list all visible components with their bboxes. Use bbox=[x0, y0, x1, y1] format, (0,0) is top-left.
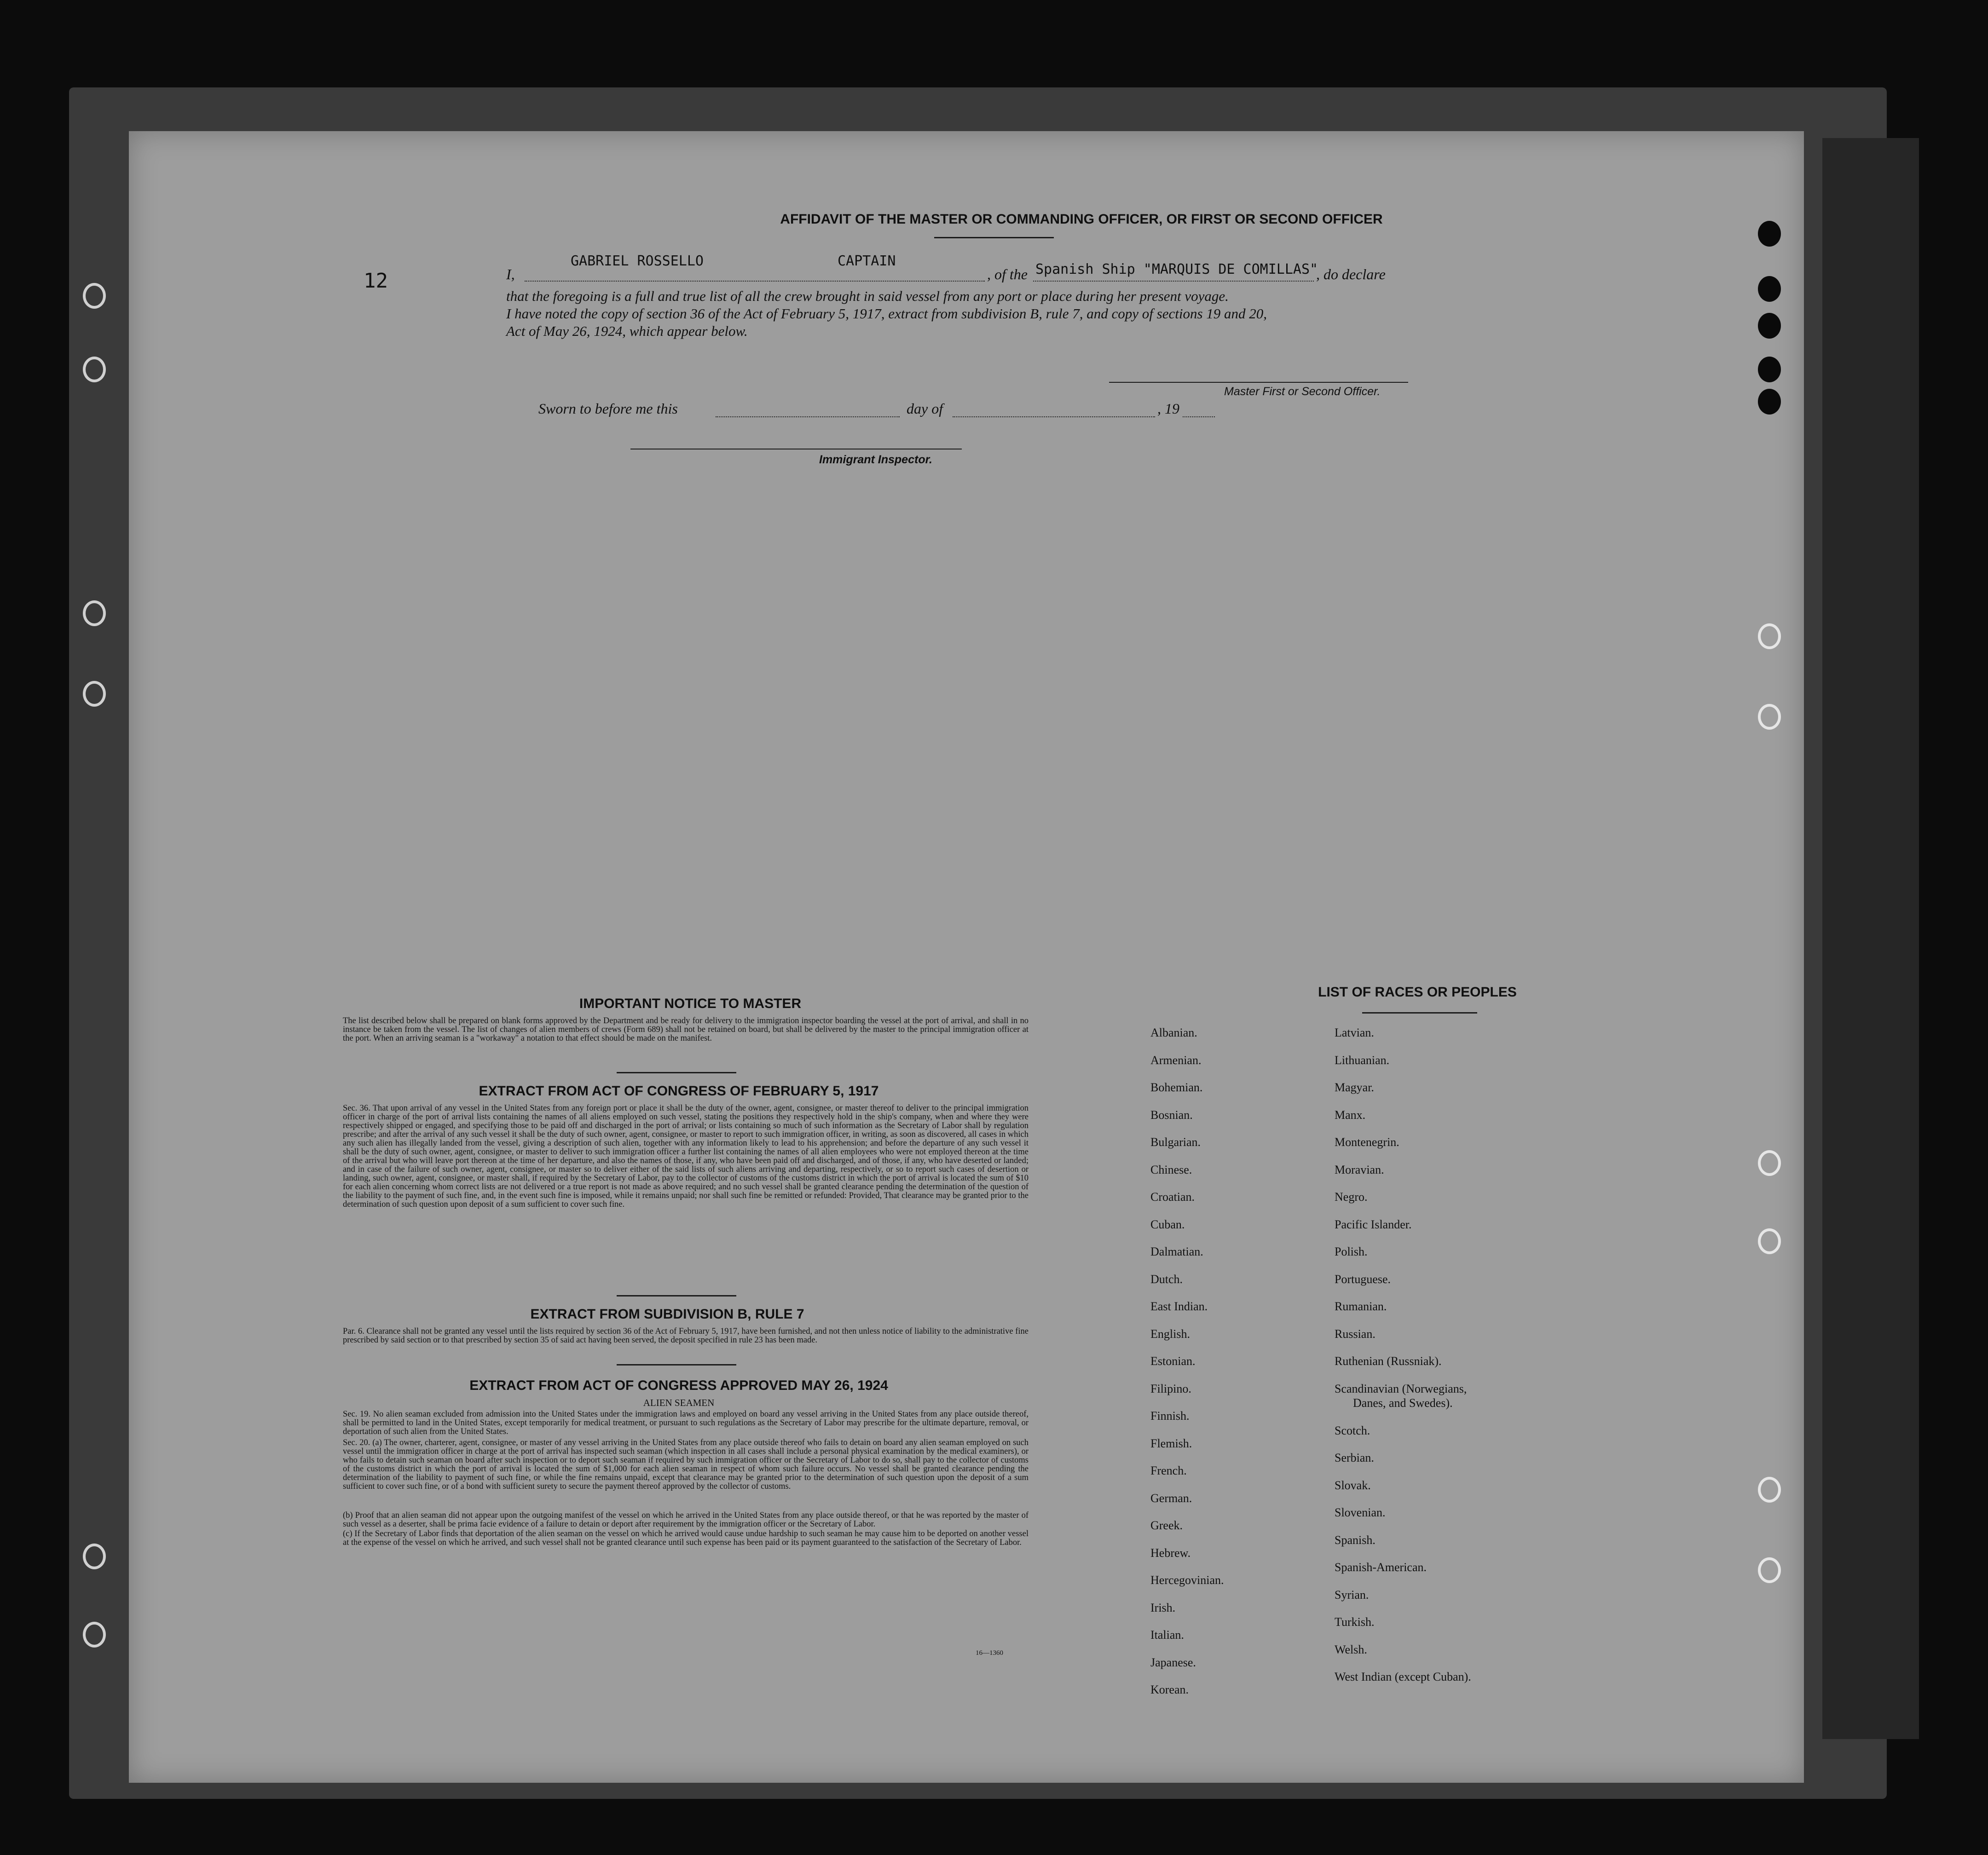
day-of-label: day of bbox=[907, 400, 943, 417]
race-item: West Indian (except Cuban). bbox=[1335, 1670, 1471, 1683]
race-item: Ruthenian (Russniak). bbox=[1335, 1354, 1442, 1368]
race-item: Hebrew. bbox=[1150, 1546, 1191, 1560]
binder-hole bbox=[1758, 704, 1781, 730]
binder-hole bbox=[1758, 276, 1781, 302]
master-rank: CAPTAIN bbox=[838, 253, 896, 269]
race-item: East Indian. bbox=[1150, 1300, 1208, 1313]
race-item: Hercegovinian. bbox=[1150, 1573, 1224, 1587]
race-item: Pacific Islander. bbox=[1335, 1217, 1412, 1231]
race-item: French. bbox=[1150, 1464, 1187, 1477]
race-item: Turkish. bbox=[1335, 1615, 1375, 1629]
race-item: Greek. bbox=[1150, 1519, 1183, 1532]
master-name: GABRIEL ROSSELLO bbox=[571, 253, 704, 269]
race-item: Danes, and Swedes). bbox=[1353, 1396, 1453, 1410]
race-item: Negro. bbox=[1335, 1190, 1368, 1204]
race-item: Bohemian. bbox=[1150, 1081, 1203, 1094]
binder-hole bbox=[83, 681, 106, 707]
race-item: Dalmatian. bbox=[1150, 1245, 1203, 1258]
binder-hole bbox=[83, 1622, 106, 1648]
year-label: , 19 bbox=[1157, 400, 1179, 417]
extract-1917-title: EXTRACT FROM ACT OF CONGRESS OF FEBRUARY 5, 1917 bbox=[479, 1083, 879, 1099]
master-caption: Master First or Second Officer. bbox=[1224, 385, 1381, 398]
binder-hole bbox=[1758, 1150, 1781, 1176]
binder-hole bbox=[1758, 623, 1781, 649]
race-item: Finnish. bbox=[1150, 1409, 1190, 1423]
extract-rule7-text: Par. 6. Clearance shall not be granted any vessel until the lists required by section 36 of the Act of February 5, 1917, have been furnished, and not then unless notice of liability to the administrative fine prescribed by said section or to that prescribed by section 35 of said act having been served, the deposit specified in rule 23 has been made. bbox=[343, 1327, 1029, 1345]
divider bbox=[1362, 1012, 1477, 1014]
race-item: Irish. bbox=[1150, 1601, 1176, 1614]
race-item: Magyar. bbox=[1335, 1081, 1374, 1094]
document-page bbox=[129, 131, 1804, 1783]
divider bbox=[617, 1364, 736, 1365]
sworn-day-line bbox=[716, 416, 900, 417]
declare-label: , do declare bbox=[1316, 266, 1386, 282]
binder-hole bbox=[83, 357, 106, 382]
affidavit-title: AFFIDAVIT OF THE MASTER OR COMMANDING OFFICER, OR FIRST OR SECOND OFFICER bbox=[780, 212, 1383, 227]
race-item: Slovak. bbox=[1335, 1478, 1371, 1492]
extract-1924-sec19: Sec. 19. No alien seaman excluded from admission into the United States under the immigration laws and employed on board any vessel arriving in the United States from any place outside thereof, shall be permitted to land in the United States, except temporarily for medical treatment, or pursuant to such regulations as the Secretary of Labor may prescribe for the ultimate departure, removal, or deportation of such alien from the United States. bbox=[343, 1410, 1029, 1436]
binder-hole bbox=[83, 283, 106, 309]
binder-hole bbox=[83, 1544, 106, 1569]
notice-title: IMPORTANT NOTICE TO MASTER bbox=[579, 996, 802, 1011]
extract-1924-subtitle: ALIEN SEAMEN bbox=[643, 1397, 715, 1408]
sworn-label: Sworn to before me this bbox=[538, 400, 678, 417]
race-item: Moravian. bbox=[1335, 1163, 1384, 1176]
race-item: Spanish-American. bbox=[1335, 1561, 1427, 1574]
scan-frame-right bbox=[1822, 138, 1919, 1739]
extract-1917-text: Sec. 36. That upon arrival of any vessel in the United States from any foreign port or place it shall be the duty of the owner, agent, consignee, or master thereof to deliver to the principal immigration officer in charge of the port of arrival lists containing the names of all aliens employed on such vessel, stating the positions they respectively hold in the ship's company, when and where they were respectively shipped or engaged, and specifying those to be paid off and discharged in the port of arrival; or lists containing so much of such information as the Secretary of Labor shall by regulation prescribe; and after the arrival of any such vessel it shall be the duty of such owner, agent, consignee, or master to report to such immigration officer, in writing, as soon as discovered, all cases in which any such alien has illegally landed from the vessel, giving a description of such alien, together with any information likely to lead to his apprehension; and before the departure of any such vessel it shall be the duty of such owner, agent, consignee, or master to deliver to such immigration officer a further list containing the names of all alien employees who were not employed thereon at the time of the arrival but who will leave port thereon at the time of her departure, and also the names of those, if any, who have been paid off and discharged, and of those, if any, who have deserted or landed; and in case of the failure of such owner, agent, consignee, or master so to deliver either of the said lists of such aliens arriving and departing, respectively, or so to report such cases of desertion or landing, such owner, agent, consignee, or master shall, if required by the Secretary of Labor, pay to the collector of customs of the customs district in which the port of arrival is located the sum of $10 for each alien concerning whom correct lists are not delivered or a true report is not made as above required; and no such vessel shall be granted clearance pending the determination of the question of the liability to the payment of such fine, and, in the event such fine is imposed, while it remains unpaid; nor shall such fine be remitted or refunded: Provided, That clearance may be granted prior to the determination of such question upon deposit of a sum sufficient to cover such fine. bbox=[343, 1104, 1029, 1209]
race-item: Polish. bbox=[1335, 1245, 1368, 1258]
race-item: Lithuanian. bbox=[1335, 1053, 1390, 1067]
affidavit-line: I have noted the copy of section 36 of the Act of February 5, 1917, extract from subdivision B, rule 7, and copy of sections 19 and 20, bbox=[506, 305, 1267, 322]
extract-1924-sec20c: (c) If the Secretary of Labor finds that deportation of the alien seaman on the vessel on which he arrived would cause undue hardship to such seaman he may cause him to be deported on another vessel at the expense of the vessel on which he arrived, and such vessel shall not be granted clearance until such expense has been paid or its payment guaranteed to the satisfaction of the Secretary of Labor. bbox=[343, 1529, 1029, 1547]
binder-hole bbox=[1758, 221, 1781, 247]
ship-name: Spanish Ship "MARQUIS DE COMILLAS" bbox=[1035, 261, 1318, 277]
race-item: Korean. bbox=[1150, 1683, 1189, 1696]
divider bbox=[934, 237, 1054, 238]
inspector-caption: Immigrant Inspector. bbox=[819, 453, 932, 466]
race-item: Manx. bbox=[1335, 1108, 1366, 1122]
binder-hole bbox=[1758, 357, 1781, 382]
race-item: Croatian. bbox=[1150, 1190, 1195, 1204]
ship-line bbox=[1033, 281, 1314, 282]
race-item: Bosnian. bbox=[1150, 1108, 1193, 1122]
extract-rule7-title: EXTRACT FROM SUBDIVISION B, RULE 7 bbox=[530, 1307, 804, 1322]
race-item: Slovenian. bbox=[1335, 1506, 1386, 1519]
race-item: Scotch. bbox=[1335, 1423, 1370, 1437]
race-item: Montenegrin. bbox=[1335, 1135, 1399, 1149]
race-item: Syrian. bbox=[1335, 1588, 1369, 1602]
race-item: Welsh. bbox=[1335, 1642, 1367, 1656]
race-item: Bulgarian. bbox=[1150, 1135, 1201, 1149]
month-line bbox=[953, 416, 1155, 417]
extract-1924-title: EXTRACT FROM ACT OF CONGRESS APPROVED MAY 26, 1924 bbox=[469, 1378, 888, 1393]
binder-hole bbox=[1758, 389, 1781, 415]
affidavit-declaration bbox=[506, 253, 1565, 281]
extract-1924-sec20b: (b) Proof that an alien seaman did not appear upon the outgoing manifest of the vessel on which he arrived in the United States from any place outside thereof, or that he was reported by the master of such vessel as a deserter, shall be prima facie evidence of a failure to detain or deport after requirement by the immigration officer or the Secretary of Labor. bbox=[343, 1511, 1029, 1529]
extract-1924-sec20a: Sec. 20. (a) The owner, charterer, agent, consignee, or master of any vessel arriving in the United States from any place outside thereof who fails to detain on board any alien seaman employed on such vessel until the immigration officer in charge at the port of arrival has inspected such seaman (which inspection in all cases shall include a personal physical examination by the medical examiners), or who fails to detain such seaman on board after such inspection or to deport such seaman if required by such immigration officer or the Secretary of Labor to do so, shall pay to the collector of customs of the customs district in which the port of arrival is located the sum of $1,000 for each alien seaman in respect of whom such failure occurs. No vessel shall be granted clearance pending the determination of the liability to payment of such fine, or while the fine remains unpaid, except that clearance may be granted prior to the determination of such question upon the deposit of a sum sufficient to cover such fine, or of a bond with sufficient surety to secure the payment thereof approved by the collector of customs. bbox=[343, 1438, 1029, 1491]
binder-hole bbox=[83, 600, 106, 626]
divider bbox=[617, 1295, 736, 1296]
affidavit-body bbox=[506, 288, 1565, 340]
affidavit-line: Act of May 26, 1924, which appear below. bbox=[506, 323, 748, 339]
race-item: Scandinavian (Norwegians, bbox=[1335, 1382, 1467, 1395]
form-number: 16—1360 bbox=[976, 1649, 1003, 1657]
race-item: Albanian. bbox=[1150, 1026, 1197, 1039]
race-item: German. bbox=[1150, 1491, 1192, 1505]
i-label: I, bbox=[506, 266, 515, 282]
race-item: Russian. bbox=[1335, 1327, 1375, 1341]
race-item: Chinese. bbox=[1150, 1163, 1192, 1176]
race-item: Spanish. bbox=[1335, 1533, 1375, 1547]
name-line bbox=[525, 281, 985, 282]
race-item: Latvian. bbox=[1335, 1026, 1374, 1039]
race-item: Serbian. bbox=[1335, 1451, 1374, 1464]
race-item: English. bbox=[1150, 1327, 1190, 1341]
race-item: Rumanian. bbox=[1335, 1300, 1387, 1313]
binder-hole bbox=[1758, 313, 1781, 339]
races-title: LIST OF RACES OR PEOPLES bbox=[1318, 985, 1517, 1000]
race-item: Portuguese. bbox=[1335, 1272, 1391, 1286]
page-number: 12 bbox=[364, 269, 388, 293]
race-item: Cuban. bbox=[1150, 1217, 1185, 1231]
notice-text: The list described below shall be prepared on blank forms approved by the Department and be ready for delivery to the immigration inspector boarding the vessel at the port of arrival, and shall in no instance be taken from the vessel. The list of changes of alien members of crews (Form 689) shall not be retained on board, but shall be delivered by the master to the principal immigration officer at the port. When an arriving seaman is a "workaway" a notation to that effect should be made on the manifest. bbox=[343, 1016, 1029, 1043]
of-the-label: , of the bbox=[987, 266, 1028, 282]
race-item: Dutch. bbox=[1150, 1272, 1183, 1286]
races-column-2 bbox=[1335, 1026, 1471, 1698]
binder-hole bbox=[1758, 1477, 1781, 1503]
year-line bbox=[1183, 416, 1215, 417]
race-item: Filipino. bbox=[1150, 1382, 1191, 1395]
race-item: Estonian. bbox=[1150, 1354, 1196, 1368]
binder-hole bbox=[1758, 1557, 1781, 1583]
races-column-1 bbox=[1150, 1026, 1224, 1711]
divider bbox=[617, 1072, 736, 1073]
affidavit-line: that the foregoing is a full and true list of all the crew brought in said vessel from any port or place during her present voyage. bbox=[506, 288, 1229, 304]
race-item: Armenian. bbox=[1150, 1053, 1202, 1067]
master-signature-line bbox=[1109, 382, 1408, 383]
binder-hole bbox=[1758, 1228, 1781, 1254]
race-item: Italian. bbox=[1150, 1628, 1184, 1642]
race-item: Flemish. bbox=[1150, 1436, 1192, 1450]
race-item: Japanese. bbox=[1150, 1655, 1196, 1669]
